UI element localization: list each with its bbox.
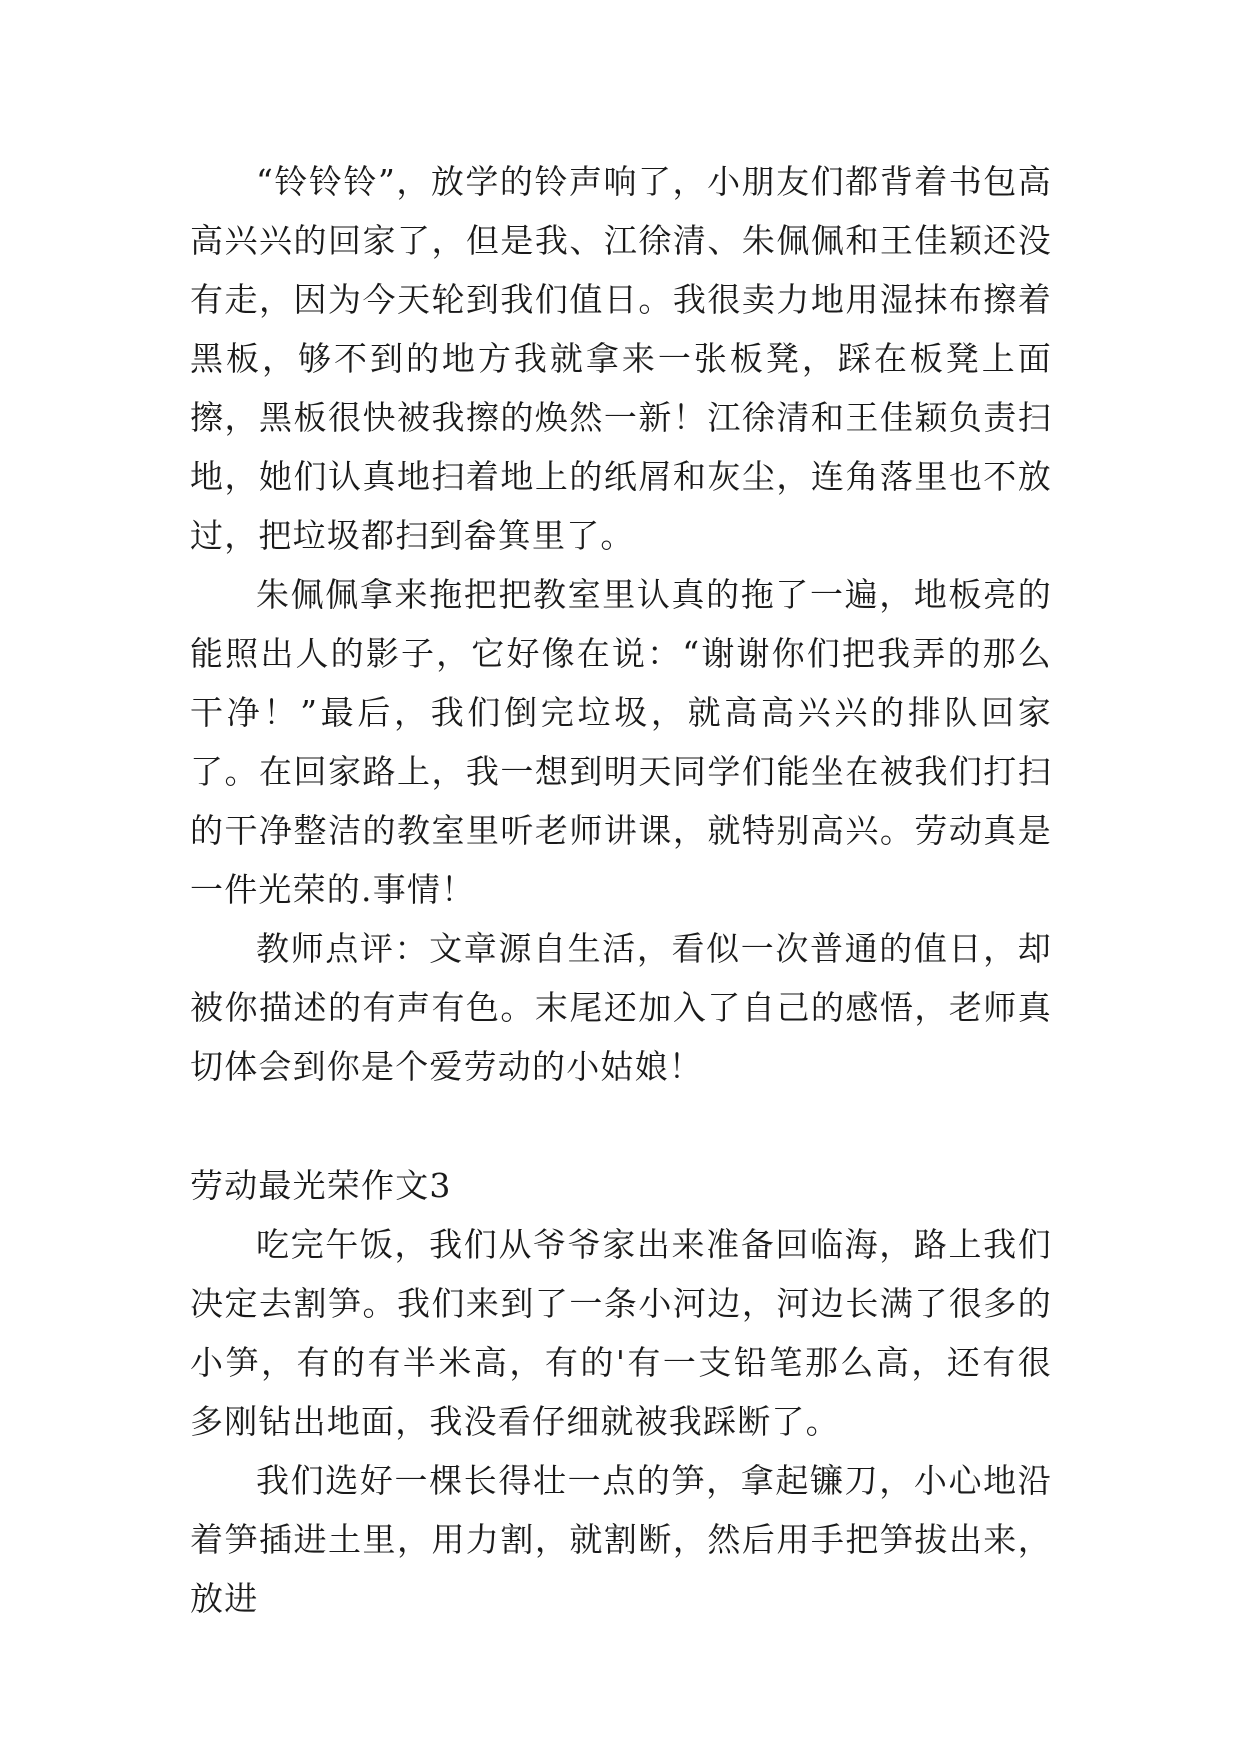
paragraph-3: 吃完午饭，我们从爷爷家出来准备回临海，路上我们决定去割笋。我们来到了一条小河边，河边长满了很多的小笋，有的有半米高，有的'有一支铅笔那么高，还有很多刚钻出地面，我没看仔细就被我踩断了。 xyxy=(190,1225,1052,1441)
paragraph-4: 我们选好一棵长得壮一点的笋，拿起镰刀，小心地沿着笋插进土里，用力割，就割断，然后用手把笋拔出来，放进 xyxy=(190,1461,1052,1618)
document-page xyxy=(190,152,1052,1628)
section-title: 劳动最光荣作文3 xyxy=(190,1166,452,1205)
teacher-comment: 教师点评：文章源自生活，看似一次普通的值日，却被你描述的有声有色。末尾还加入了自己的感悟，老师真切体会到你是个爱劳动的小姑娘！ xyxy=(190,929,1052,1086)
paragraph-1: “铃铃铃”，放学的铃声响了，小朋友们都背着书包高高兴兴的回家了，但是我、江徐清、朱佩佩和王佳颖还没有走，因为今天轮到我们值日。我很卖力地用湿抹布擦着黑板，够不到的地方我就拿来一张板凳，踩在板凳上面擦，黑板很快被我擦的焕然一新！江徐清和王佳颖负责扫地，她们认真地扫着地上的纸屑和灰尘，连角落里也不放过，把垃圾都扫到畚箕里了。 xyxy=(190,162,1052,555)
paragraph-2: 朱佩佩拿来拖把把教室里认真的拖了一遍，地板亮的能照出人的影子，它好像在说：“谢谢你们把我弄的那么干净！”最后，我们倒完垃圾，就高高兴兴的排队回家了。在回家路上，我一想到明天同学们能坐在被我们打扫的干净整洁的教室里听老师讲课，就特别高兴。劳动真是一件光荣的.事情！ xyxy=(190,575,1052,909)
